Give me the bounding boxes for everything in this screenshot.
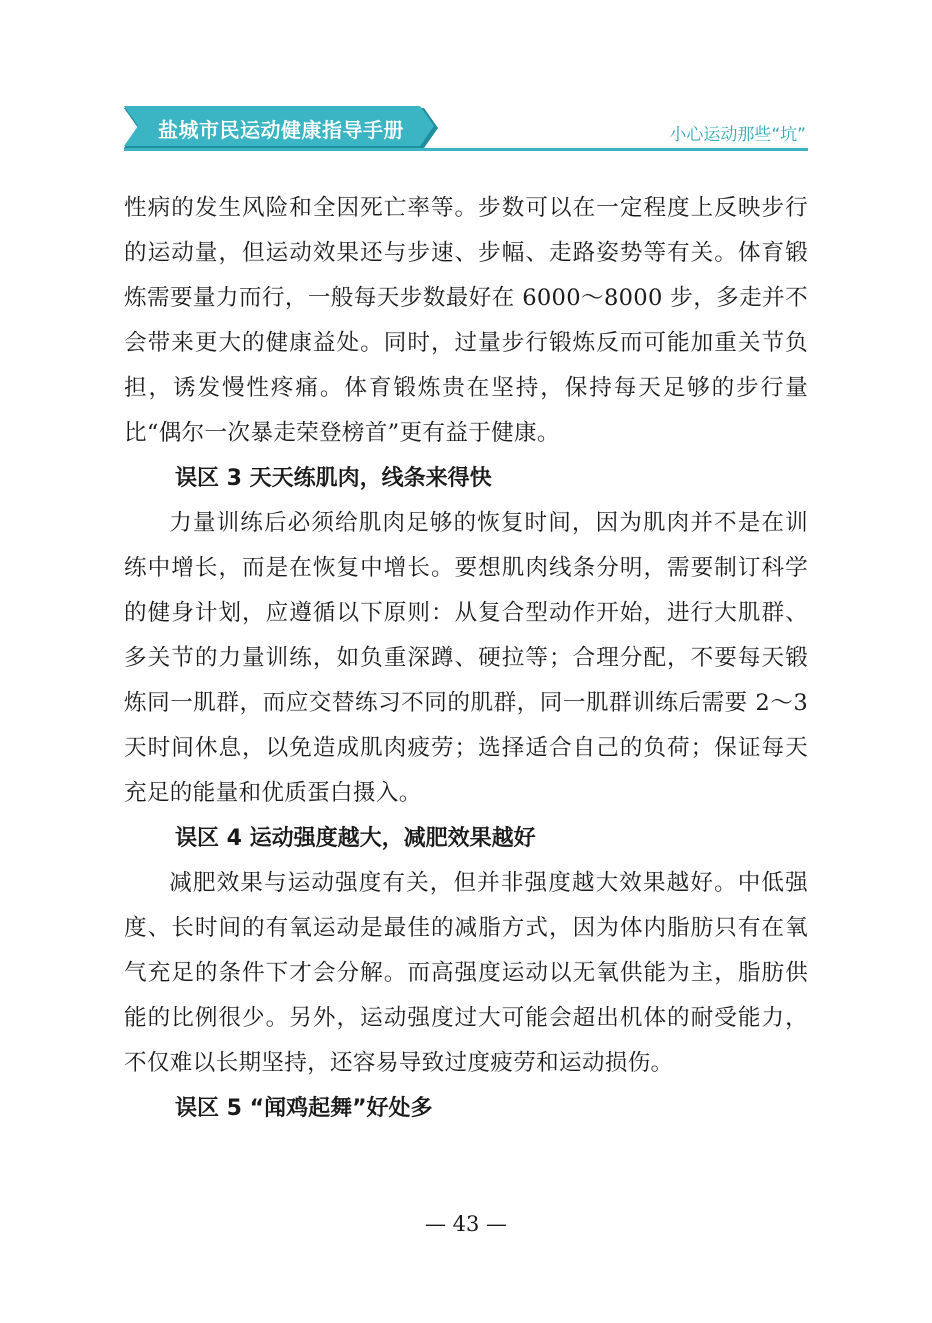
- page-body: [124, 186, 808, 1131]
- section-heading: 误区 3 天天练肌肉，线条来得快: [175, 466, 492, 491]
- handbook-title: 盐城市民运动健康指导手册: [158, 118, 404, 142]
- body-paragraph: 力量训练后必须给肌肉足够的恢复时间，因为肌肉并不是在训练中增长，而是在恢复中增长。要想肌肉线条分明，需要制订科学的健身计划，应遵循以下原则：从复合型动作开始，进行大肌群、多关节的力量训练，如负重深蹲、硬拉等；合理分配，不要每天锻炼同一肌群，而应交替练习不同的肌群，同一肌群训练后需要 2～3 天时间休息，以免造成肌肉疲劳；选择适合自己的负荷；保证每天充足的能量和优质蛋白摄入。: [124, 510, 808, 806]
- section-heading: 误区 4 运动强度越大，减肥效果越好: [175, 826, 536, 851]
- body-paragraph: 性病的发生风险和全因死亡率等。步数可以在一定程度上反映步行的运动量，但运动效果还与步速、步幅、走路姿势等有关。体育锻炼需要量力而行，一般每天步数最好在 6000～8000 步，多走并不会带来更大的健康益处。同时，过量步行锻炼反而可能加重关节负担，诱发慢性疼痛。体育锻炼贵在坚持，保持每天足够的步行量比“偶尔一次暴走荣登榜首”更有益于健康。: [124, 195, 808, 446]
- body-paragraph: 减肥效果与运动强度有关，但并非强度越大效果越好。中低强度、长时间的有氧运动是最佳的减脂方式，因为体内脂肪只有在氧气充足的条件下才会分解。而高强度运动以无氧供能为主，脂肪供能的比例很少。另外，运动强度过大可能会超出机体的耐受能力，不仅难以长期坚持，还容易导致过度疲劳和运动损伤。: [124, 870, 808, 1076]
- section-heading: 误区 5 “闻鸡起舞”好处多: [175, 1096, 433, 1121]
- page-header: [124, 104, 808, 152]
- page-number: — 43 —: [424, 1212, 508, 1236]
- chapter-title: 小心运动那些“坑”: [669, 125, 806, 145]
- header-rule: [124, 148, 808, 151]
